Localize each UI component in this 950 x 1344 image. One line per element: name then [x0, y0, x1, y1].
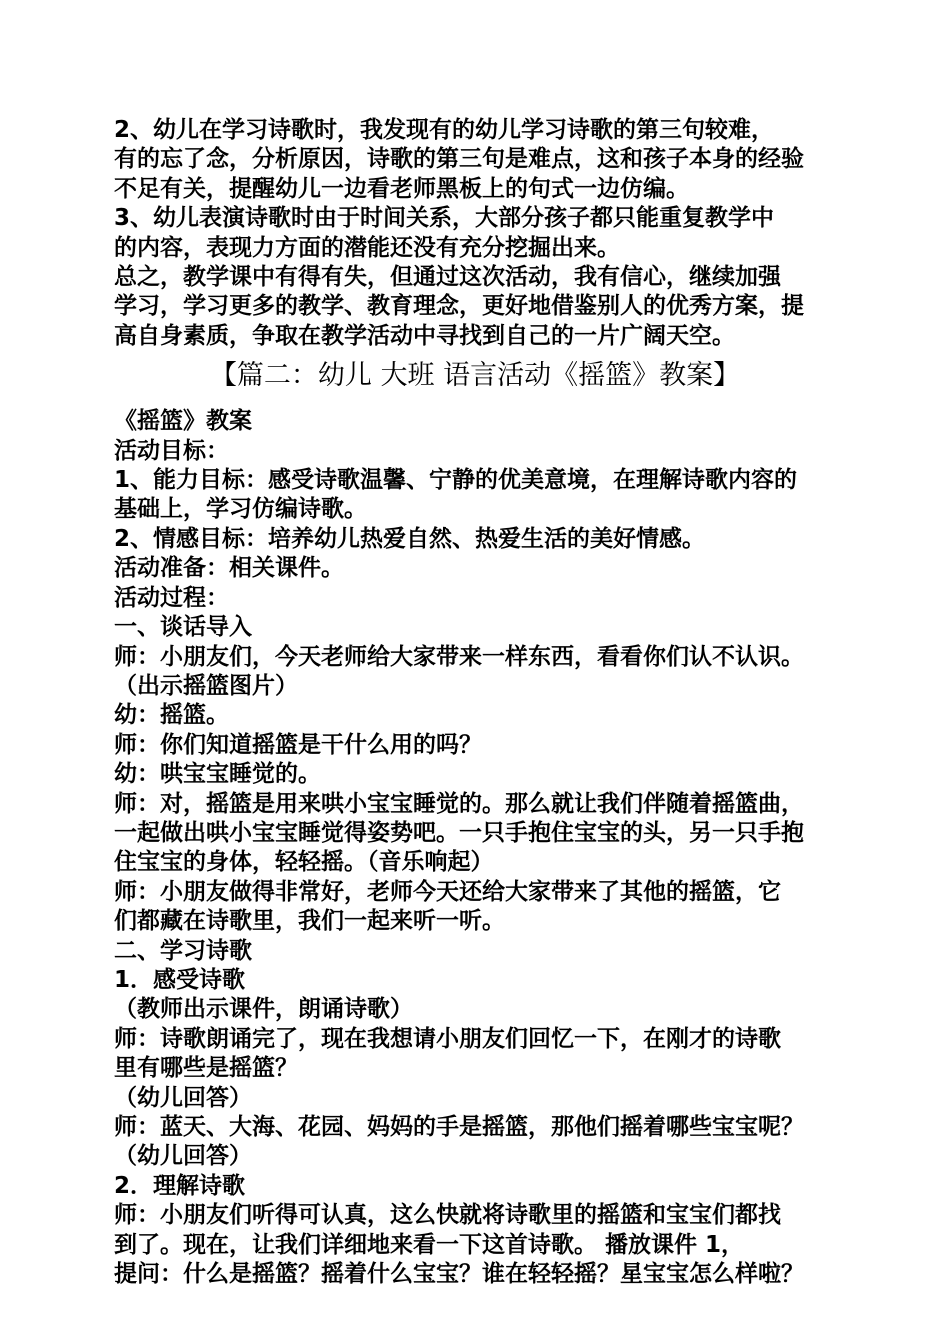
- text-line: 师：蓝天、大海、花园、妈妈的手是摇篮，那他们摇着哪些宝宝呢？: [114, 1114, 804, 1140]
- text-line: 一、谈话导入: [114, 614, 252, 641]
- text-line: 幼：摇篮。: [114, 702, 229, 729]
- text-line: （出示摇篮图片）: [114, 672, 298, 699]
- text-line: 高自身素质，争取在教学活动中寻找到自己的一片广阔天空。: [114, 322, 735, 349]
- text-line: 提问：什么是摇篮？摇着什么宝宝？谁在轻轻摇？星宝宝怎么样啦？: [114, 1261, 804, 1288]
- text-line: 1．感受诗歌: [114, 966, 246, 993]
- text-line: 师：对，摇篮是用来哄小宝宝睡觉的。那么就让我们伴随着摇篮曲，: [114, 790, 804, 817]
- text-line: 师：小朋友做得非常好，老师今天还给大家带来了其他的摇篮，它: [114, 878, 781, 905]
- text-line: 活动目标：: [114, 437, 229, 464]
- text-line: 基础上，学习仿编诗歌。: [114, 496, 367, 523]
- lesson-plan-section: [114, 407, 836, 1289]
- reflection-section: [114, 116, 836, 351]
- text-line: 二、学习诗歌: [114, 937, 252, 964]
- text-line: 学习，学习更多的教学、教育理念，更好地借鉴别人的优秀方案，提: [114, 293, 804, 320]
- text-line: （幼儿回答）: [114, 1143, 252, 1170]
- text-line: 活动准备：相关课件。: [114, 555, 344, 582]
- text-line: 师：诗歌朗诵完了，现在我想请小朋友们回忆一下，在刚才的诗歌: [114, 1025, 781, 1052]
- text-line: 1、能力目标：感受诗歌温馨、宁静的优美意境，在理解诗歌内容的: [114, 467, 798, 494]
- text-line: （幼儿回答）: [114, 1084, 252, 1111]
- text-line: 师：小朋友们，今天老师给大家带来一样东西，看看你们认不认识。: [114, 643, 804, 670]
- text-line: 们都藏在诗歌里，我们一起来听一听。: [114, 908, 505, 935]
- section-title: 【篇二：幼儿 大班 语言活动《摇篮》教案】: [209, 360, 741, 392]
- text-line: 的内容，表现力方面的潜能还没有充分挖掘出来。: [114, 234, 620, 261]
- document-page: [114, 116, 836, 1289]
- text-line: 2、情感目标：培养幼儿热爱自然、热爱生活的美好情感。: [114, 525, 706, 552]
- text-line: 一起做出哄小宝宝睡觉得姿势吧。一只手抱住宝宝的头，另一只手抱: [114, 819, 804, 846]
- text-line: （教师出示课件，朗诵诗歌）: [114, 996, 413, 1023]
- text-line: 师：小朋友们听得可认真，这么快就将诗歌里的摇篮和宝宝们都找: [114, 1202, 781, 1229]
- text-line: 到了。现在，让我们详细地来看一下这首诗歌。 播放课件 1，: [114, 1231, 745, 1258]
- text-line: 2．理解诗歌: [114, 1172, 246, 1199]
- text-line: 里有哪些是摇篮？: [114, 1055, 298, 1082]
- text-line: 2、幼儿在学习诗歌时，我发现有的幼儿学习诗歌的第三句较难，: [114, 117, 775, 143]
- text-line: 师：你们知道摇篮是干什么用的吗？: [114, 731, 482, 758]
- text-line: 有的忘了念，分析原因，诗歌的第三句是难点，这和孩子本身的经验: [114, 146, 804, 173]
- text-line: 总之，教学课中有得有失，但通过这次活动，我有信心，继续加强: [114, 264, 781, 291]
- text-line: 3、幼儿表演诗歌时由于时间关系，大部分孩子都只能重复教学中: [114, 205, 775, 232]
- text-line: 住宝宝的身体，轻轻摇。（音乐响起）: [114, 849, 494, 876]
- text-line: 不足有关，提醒幼儿一边看老师黑板上的句式一边仿编。: [114, 175, 689, 202]
- text-line: 活动过程：: [114, 584, 229, 611]
- text-line: 幼：哄宝宝睡觉的。: [114, 761, 321, 788]
- text-line: 《摇篮》教案: [114, 408, 252, 435]
